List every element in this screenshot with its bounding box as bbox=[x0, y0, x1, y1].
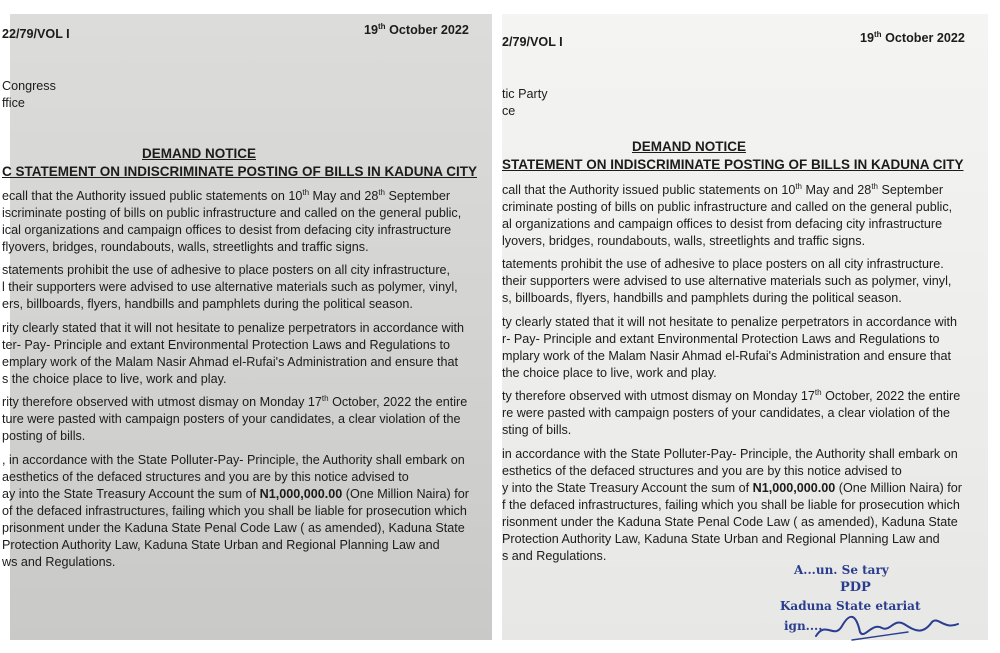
address-line-2: ffice bbox=[2, 96, 25, 110]
para1-line1: call that the Authority issued public statements on 10th May and 28th September bbox=[502, 181, 944, 197]
demand-amount: N1,000,000.00 bbox=[752, 481, 836, 495]
para1-line3: al organizations and campaign offices to desist from defacing city infrastructure bbox=[502, 217, 943, 231]
para3-line3: mplary work of the Malam Nasir Ahmad el-Rufai's Administration and ensure that bbox=[502, 349, 951, 363]
para4-line3: posting of bills. bbox=[2, 429, 86, 443]
para3-line1: rity clearly stated that it will not hesitate to penalize perpetrators in accordance with bbox=[2, 321, 465, 335]
para4-line1: rity therefore observed with utmost dismay on Monday 17th October, 2022 the entire bbox=[2, 393, 468, 409]
para1-line4: lyovers, bridges, roundabouts, walls, streetlights and traffic signs. bbox=[502, 234, 866, 248]
stamp-line-2: PDP bbox=[840, 580, 871, 595]
signature-icon bbox=[812, 610, 962, 644]
para5-line1: in accordance with the State Polluter-Pay- Principle, the Authority shall embark on bbox=[502, 447, 958, 461]
para4-line1: ty therefore observed with utmost dismay on Monday 17th October, 2022 the entire bbox=[502, 387, 961, 403]
para1-line2: criminate posting of bills on public infrastructure and called on the general public, bbox=[502, 200, 953, 214]
para1-line4: flyovers, bridges, roundabouts, walls, streetlights and traffic signs. bbox=[2, 240, 369, 254]
left-letter-photo bbox=[2, 14, 492, 640]
left-letter-page bbox=[0, 14, 486, 640]
para5-line6: Protection Authority Law, Kaduna State Urban and Regional Planning Law and bbox=[502, 532, 940, 546]
letter-date: 19th October 2022 bbox=[860, 29, 965, 45]
address-line-1: tic Party bbox=[502, 87, 548, 101]
para5-line3: y into the State Treasury Account the sum of N1,000,000.00 (One Million Naira) for bbox=[502, 481, 962, 495]
para5-line5: risonment under the Kaduna State Penal Code Law ( as amended), Kaduna State bbox=[502, 515, 958, 529]
notice-title: DEMAND NOTICE bbox=[142, 146, 256, 161]
para2-line3: s, billboards, flyers, handbills and pamphlets during the political season. bbox=[502, 291, 902, 305]
para3-line1: ty clearly stated that it will not hesitate to penalize perpetrators in accordance with bbox=[502, 315, 958, 329]
para5-line4: of the defaced infrastructures, failing which you shall be liable for prosecution which bbox=[2, 504, 467, 518]
para3-line3: emplary work of the Malam Nasir Ahmad el-Rufai's Administration and ensure that bbox=[2, 355, 458, 369]
para3-line4: s the choice place to live, work and play. bbox=[2, 372, 227, 386]
para2-line1: tatements prohibit the use of adhesive to place posters on all city infrastructure. bbox=[502, 257, 944, 271]
stamp-line-1: A...un. Se tary bbox=[794, 563, 889, 577]
para3-line2: r- Pay- Principle and extant Environmental Protection Laws and Regulations to bbox=[502, 332, 940, 346]
address-line-1: Congress bbox=[2, 79, 56, 93]
reference-number: 22/79/VOL I bbox=[2, 27, 70, 41]
right-letter-photo bbox=[502, 14, 988, 640]
para3-line2: ter- Pay- Principle and extant Environmental Protection Laws and Regulations to bbox=[2, 338, 451, 352]
para3-line4: the choice place to live, work and play. bbox=[502, 366, 717, 380]
para5-line3: ay into the State Treasury Account the sum of N1,000,000.00 (One Million Naira) for bbox=[2, 487, 469, 501]
notice-subject: STATEMENT ON INDISCRIMINATE POSTING OF BILLS IN KADUNA CITY bbox=[502, 157, 964, 172]
para5-line2: aesthetics of the defaced structures and you are by this notice advised to bbox=[2, 470, 409, 484]
stamp-line-4: ign.... bbox=[784, 619, 823, 633]
para5-line2: esthetics of the defaced structures and you are by this notice advised to bbox=[502, 464, 902, 478]
reference-number: 2/79/VOL I bbox=[502, 35, 563, 49]
letter-date: 19th October 2022 bbox=[364, 21, 469, 37]
para4-line2: re were pasted with campaign posters of your candidates, a clear violation of the bbox=[502, 406, 951, 420]
right-letter-page bbox=[482, 14, 970, 640]
para5-line7: ws and Regulations. bbox=[2, 555, 116, 569]
para2-line3: ers, billboards, flyers, handbills and pamphlets during the political season. bbox=[2, 297, 413, 311]
para4-line2: ture were pasted with campaign posters of your candidates, a clear violation of the bbox=[2, 412, 461, 426]
notice-subject: C STATEMENT ON INDISCRIMINATE POSTING OF BILLS IN KADUNA CITY bbox=[2, 164, 477, 179]
demand-amount: N1,000,000.00 bbox=[259, 487, 343, 501]
stamp-line-3: Kaduna State etariat bbox=[780, 599, 921, 613]
para1-line1: ecall that the Authority issued public statements on 10th May and 28th September bbox=[2, 187, 451, 203]
address-line-2: ce bbox=[502, 104, 516, 118]
para5-line6: Protection Authority Law, Kaduna State Urban and Regional Planning Law and bbox=[2, 538, 440, 552]
para5-line7: s and Regulations. bbox=[502, 549, 607, 563]
para2-line2: l their supporters were advised to use alternative materials such as polymer, vinyl, bbox=[2, 280, 458, 294]
para2-line1: statements prohibit the use of adhesive to place posters on all city infrastructure, bbox=[2, 263, 451, 277]
para5-line1: , in accordance with the State Polluter-Pay- Principle, the Authority shall embark on bbox=[2, 453, 465, 467]
notice-title: DEMAND NOTICE bbox=[632, 139, 746, 154]
para1-line3: ical organizations and campaign offices to desist from defacing city infrastructure bbox=[2, 223, 452, 237]
para2-line2: their supporters were advised to use alternative materials such as polymer, vinyl, bbox=[502, 274, 952, 288]
para5-line5: prisonment under the Kaduna State Penal Code Law ( as amended), Kaduna State bbox=[2, 521, 465, 535]
para5-line4: f the defaced infrastructures, failing which you shall be liable for prosecution which bbox=[502, 498, 960, 512]
para4-line3: sting of bills. bbox=[502, 423, 572, 437]
para1-line2: iscriminate posting of bills on public infrastructure and called on the general public, bbox=[2, 206, 462, 220]
